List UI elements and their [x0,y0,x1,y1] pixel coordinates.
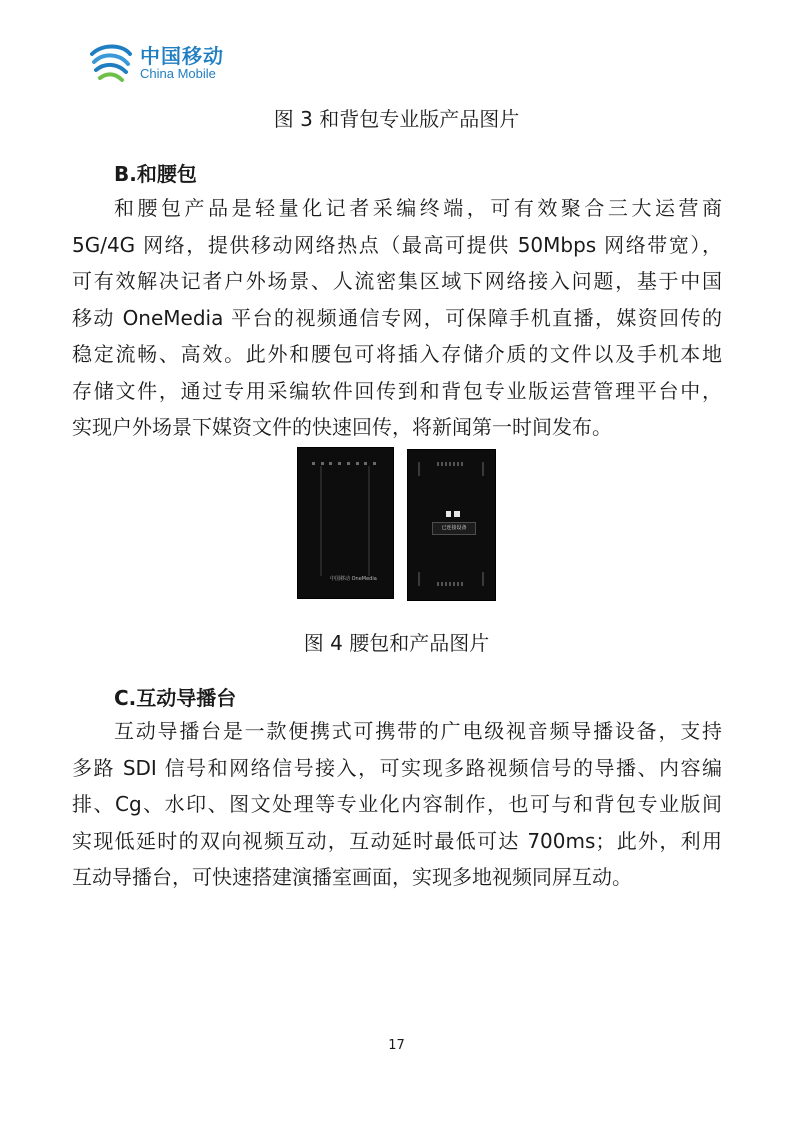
section-c-line: 互动导播台，可快速搭建演播室画面，实现多地视频同屏互动。 [72,865,632,889]
side-slot [482,462,484,476]
side-slot [418,572,420,586]
device-groove [320,466,322,576]
section-c-line: 互动导播台是一款便携式可携带的广电级视音频导播设备，支持 [114,719,722,743]
waist-pack-front-image [297,447,394,599]
section-c-line: 多路 SDI 信号和网络信号接入，可实现多路视频信号的导播、内容编 [72,755,722,780]
section-b-heading: B.和腰包 [114,162,197,186]
logo-text-en: China Mobile [140,66,216,81]
side-slot [482,572,484,586]
section-b-line: 存储文件，通过专用采编软件回传到和背包专业版运营管理平台中， [72,378,722,403]
section-b-line: 稳定流畅、高效。此外和腰包可将插入存储介质的文件以及手机本地 [72,342,722,366]
china-mobile-logo [88,38,248,88]
section-b-line: 实现户外场景下媒资文件的快速回传，将新闻第一时间发布。 [72,415,612,439]
vent-top [437,462,465,466]
logo-text-cn: 中国移动 [140,44,224,68]
section-b-line: 5G/4G 网络，提供移动网络热点（最高可提供 50Mbps 网络带宽）， [72,232,722,257]
section-b-paragraph [72,190,722,446]
section-c-line: 实现低延时的双向视频互动，互动延时最低可达 700ms；此外，利用 [72,828,722,853]
waist-pack-back-image [407,449,496,601]
device-screen: 已连接设备 [432,522,476,535]
page-number: 17 [388,1038,405,1053]
figure4-caption: 图 4 腰包和产品图片 [303,631,490,655]
status-icons [445,510,461,518]
vent-bottom [437,582,465,586]
section-c-line: 排、Cg、水印、图文处理等专业化内容制作，也可与和背包专业版间 [72,792,722,816]
section-b-line: 可有效解决记者户外场景、人流密集区域下网络接入问题，基于中国 [72,269,722,293]
section-b-line: 移动 OneMedia 平台的视频通信专网，可保障手机直播，媒资回传的 [72,305,722,330]
side-slot [418,462,420,476]
section-c-heading: C.互动导播台 [114,686,237,710]
device-brand-label: 中国移动 OneMedia [330,576,377,582]
section-c-paragraph [72,713,722,896]
led-indicator-row [312,462,376,465]
figure3-caption: 图 3 和背包专业版产品图片 [273,107,520,131]
section-b-line: 和腰包产品是轻量化记者采编终端，可有效聚合三大运营商 [114,196,722,220]
china-mobile-logo-icon [88,40,134,86]
device-groove [368,466,370,576]
